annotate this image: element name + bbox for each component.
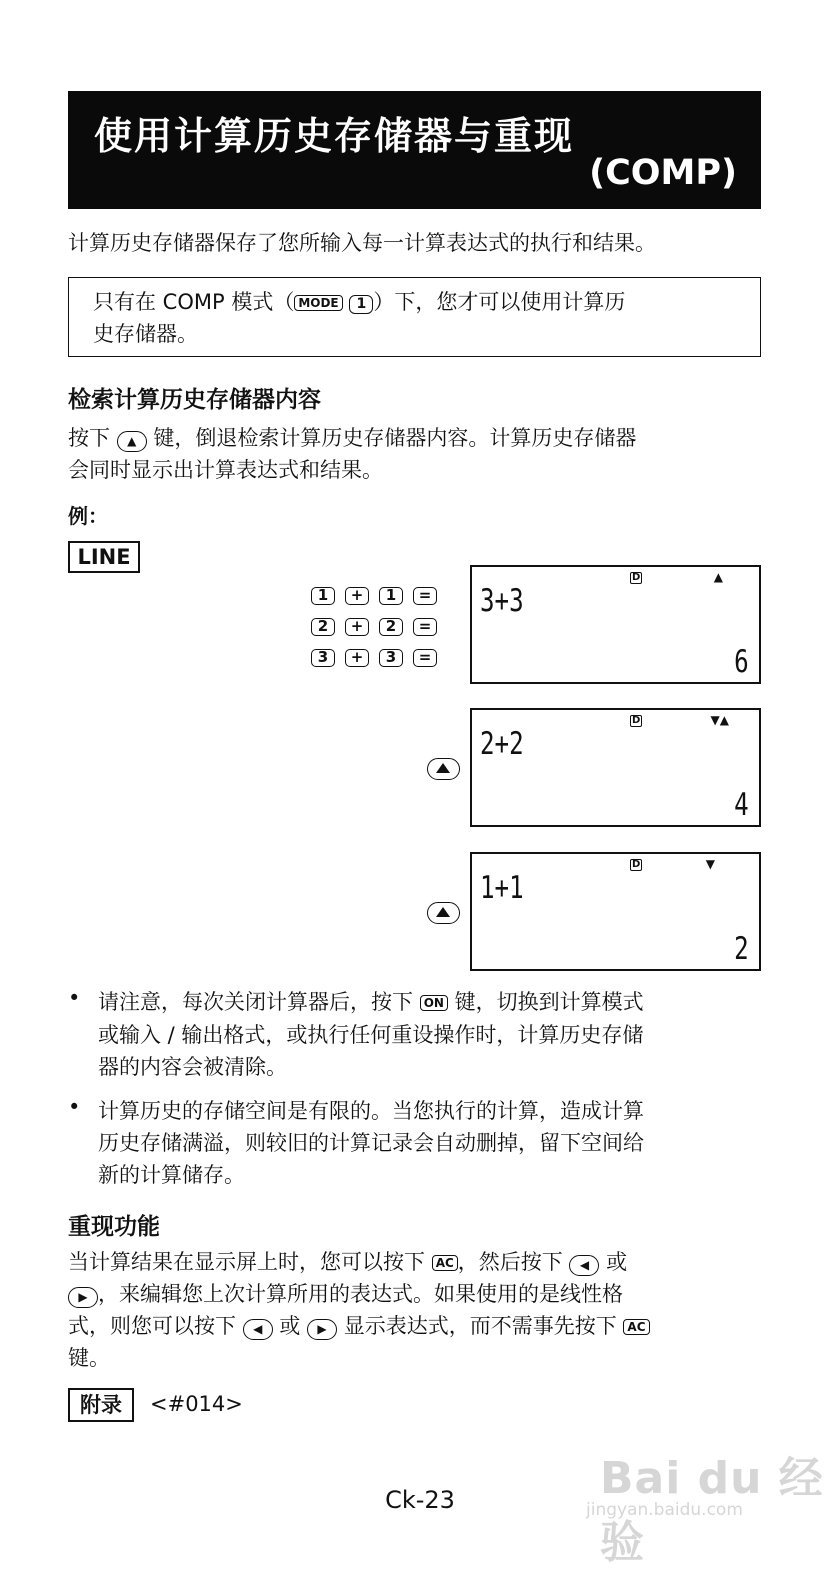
appendix-label: 附录 (68, 1388, 134, 1422)
ac-key: AC (432, 1255, 458, 1271)
key: 3 (311, 649, 335, 667)
page-number: Ck-23 (385, 1486, 455, 1514)
scroll-arrow-icon: ▲ (713, 570, 723, 584)
bullet2-line-1: 计算历史的存储空间是有限的。当您执行的计算，造成计算 (98, 1099, 644, 1123)
appendix-ref: <#014> (150, 1392, 243, 1416)
title-banner (68, 91, 761, 209)
mode-key: MODE (294, 295, 342, 311)
plus-key: + (345, 587, 369, 605)
on-key: ON (420, 995, 448, 1011)
key: 1 (379, 587, 403, 605)
section2-line-1: 当计算结果在显示屏上时，您可以按下 AC ，然后按下 ◀ 或 (68, 1250, 628, 1274)
display-result: 6 (734, 644, 749, 680)
bullet1-line-1: 请注意，每次关闭计算器后，按下 ON 键，切换到计算模式 (98, 990, 644, 1014)
equals-key: = (413, 649, 437, 667)
up-arrow-key-icon (427, 758, 460, 780)
left-arrow-key-icon: ◀ (569, 1255, 599, 1276)
section2-line-4: 键。 (68, 1346, 110, 1370)
note-line-1: 只有在 COMP 模式（ MODE 1 ）下，您才可以使用计算历 (93, 290, 626, 314)
display-expression: 3+3 (480, 583, 524, 619)
plus-key: + (345, 618, 369, 636)
section1-line-2: 会同时显示出计算表达式和结果。 (68, 458, 383, 482)
degree-indicator: D (632, 715, 641, 726)
scroll-arrow-icon: ▼▲ (710, 713, 729, 727)
display-expression: 2+2 (480, 726, 524, 762)
note-line-2: 史存储器。 (93, 322, 198, 346)
display-expression: 1+1 (480, 870, 524, 906)
degree-indicator: D (632, 572, 641, 583)
intro-text: 计算历史存储器保存了您所输入每一计算表达式的执行和结果。 (68, 231, 656, 255)
section2-line-3: 式，则您可以按下 ◀ 或 ▶ 显示表达式，而不需事先按下 AC (68, 1310, 650, 1342)
calculator-display-3 (470, 852, 761, 971)
key: 2 (379, 618, 403, 636)
degree-indicator: D (632, 859, 641, 870)
bullet1-line-2: 或输入 / 输出格式，或执行任何重设操作时，计算历史存储 (98, 1023, 644, 1047)
key: 2 (311, 618, 335, 636)
scroll-arrow-icon: ▼ (705, 857, 715, 871)
key-sequence-row-3 (311, 649, 437, 667)
plus-key: + (345, 649, 369, 667)
bullet-icon: • (68, 986, 81, 1010)
display-result: 4 (734, 787, 749, 823)
key: 1 (311, 587, 335, 605)
equals-key: = (413, 587, 437, 605)
page-title-mode: (COMP) (589, 153, 737, 193)
up-arrow-key-icon (427, 902, 460, 924)
key-sequence-row-1 (311, 587, 437, 605)
equals-key: = (413, 618, 437, 636)
section-heading-history: 检索计算历史存储器内容 (68, 387, 321, 413)
left-arrow-key-icon: ◀ (243, 1319, 273, 1340)
watermark-url: jingyan.baidu.com (586, 1500, 743, 1520)
display-result: 2 (734, 931, 749, 967)
bullet2-line-3: 新的计算储存。 (98, 1163, 245, 1187)
up-arrow-key-icon: ▲ (117, 431, 147, 452)
mode-label-line: LINE (68, 541, 140, 573)
section2-line-2: ▶ ，来编辑您上次计算所用的表达式。如果使用的是线性格 (68, 1278, 623, 1310)
section1-line-1: 按下 ▲ 键，倒退检索计算历史存储器内容。计算历史存储器 (68, 426, 637, 450)
bullet1-line-3: 器的内容会被清除。 (98, 1055, 287, 1079)
watermark-brand: Bai du 经验 (600, 1453, 824, 1568)
page-title: 使用计算历史存储器与重现 (94, 114, 575, 158)
key-1: 1 (349, 295, 373, 314)
ac-key: AC (623, 1319, 649, 1335)
example-label: 例： (68, 504, 108, 528)
key-sequence-row-2 (311, 618, 437, 636)
right-arrow-key-icon: ▶ (68, 1287, 98, 1308)
right-arrow-key-icon: ▶ (307, 1319, 337, 1340)
calculator-display-1 (470, 565, 761, 684)
bullet-icon: • (68, 1095, 81, 1119)
key: 3 (379, 649, 403, 667)
bullet2-line-2: 历史存储满溢，则较旧的计算记录会自动删掉，留下空间给 (98, 1131, 644, 1155)
note-box (68, 277, 761, 357)
section-heading-replay: 重现功能 (68, 1214, 160, 1240)
calculator-display-2 (470, 708, 761, 827)
watermark (586, 1442, 840, 1570)
